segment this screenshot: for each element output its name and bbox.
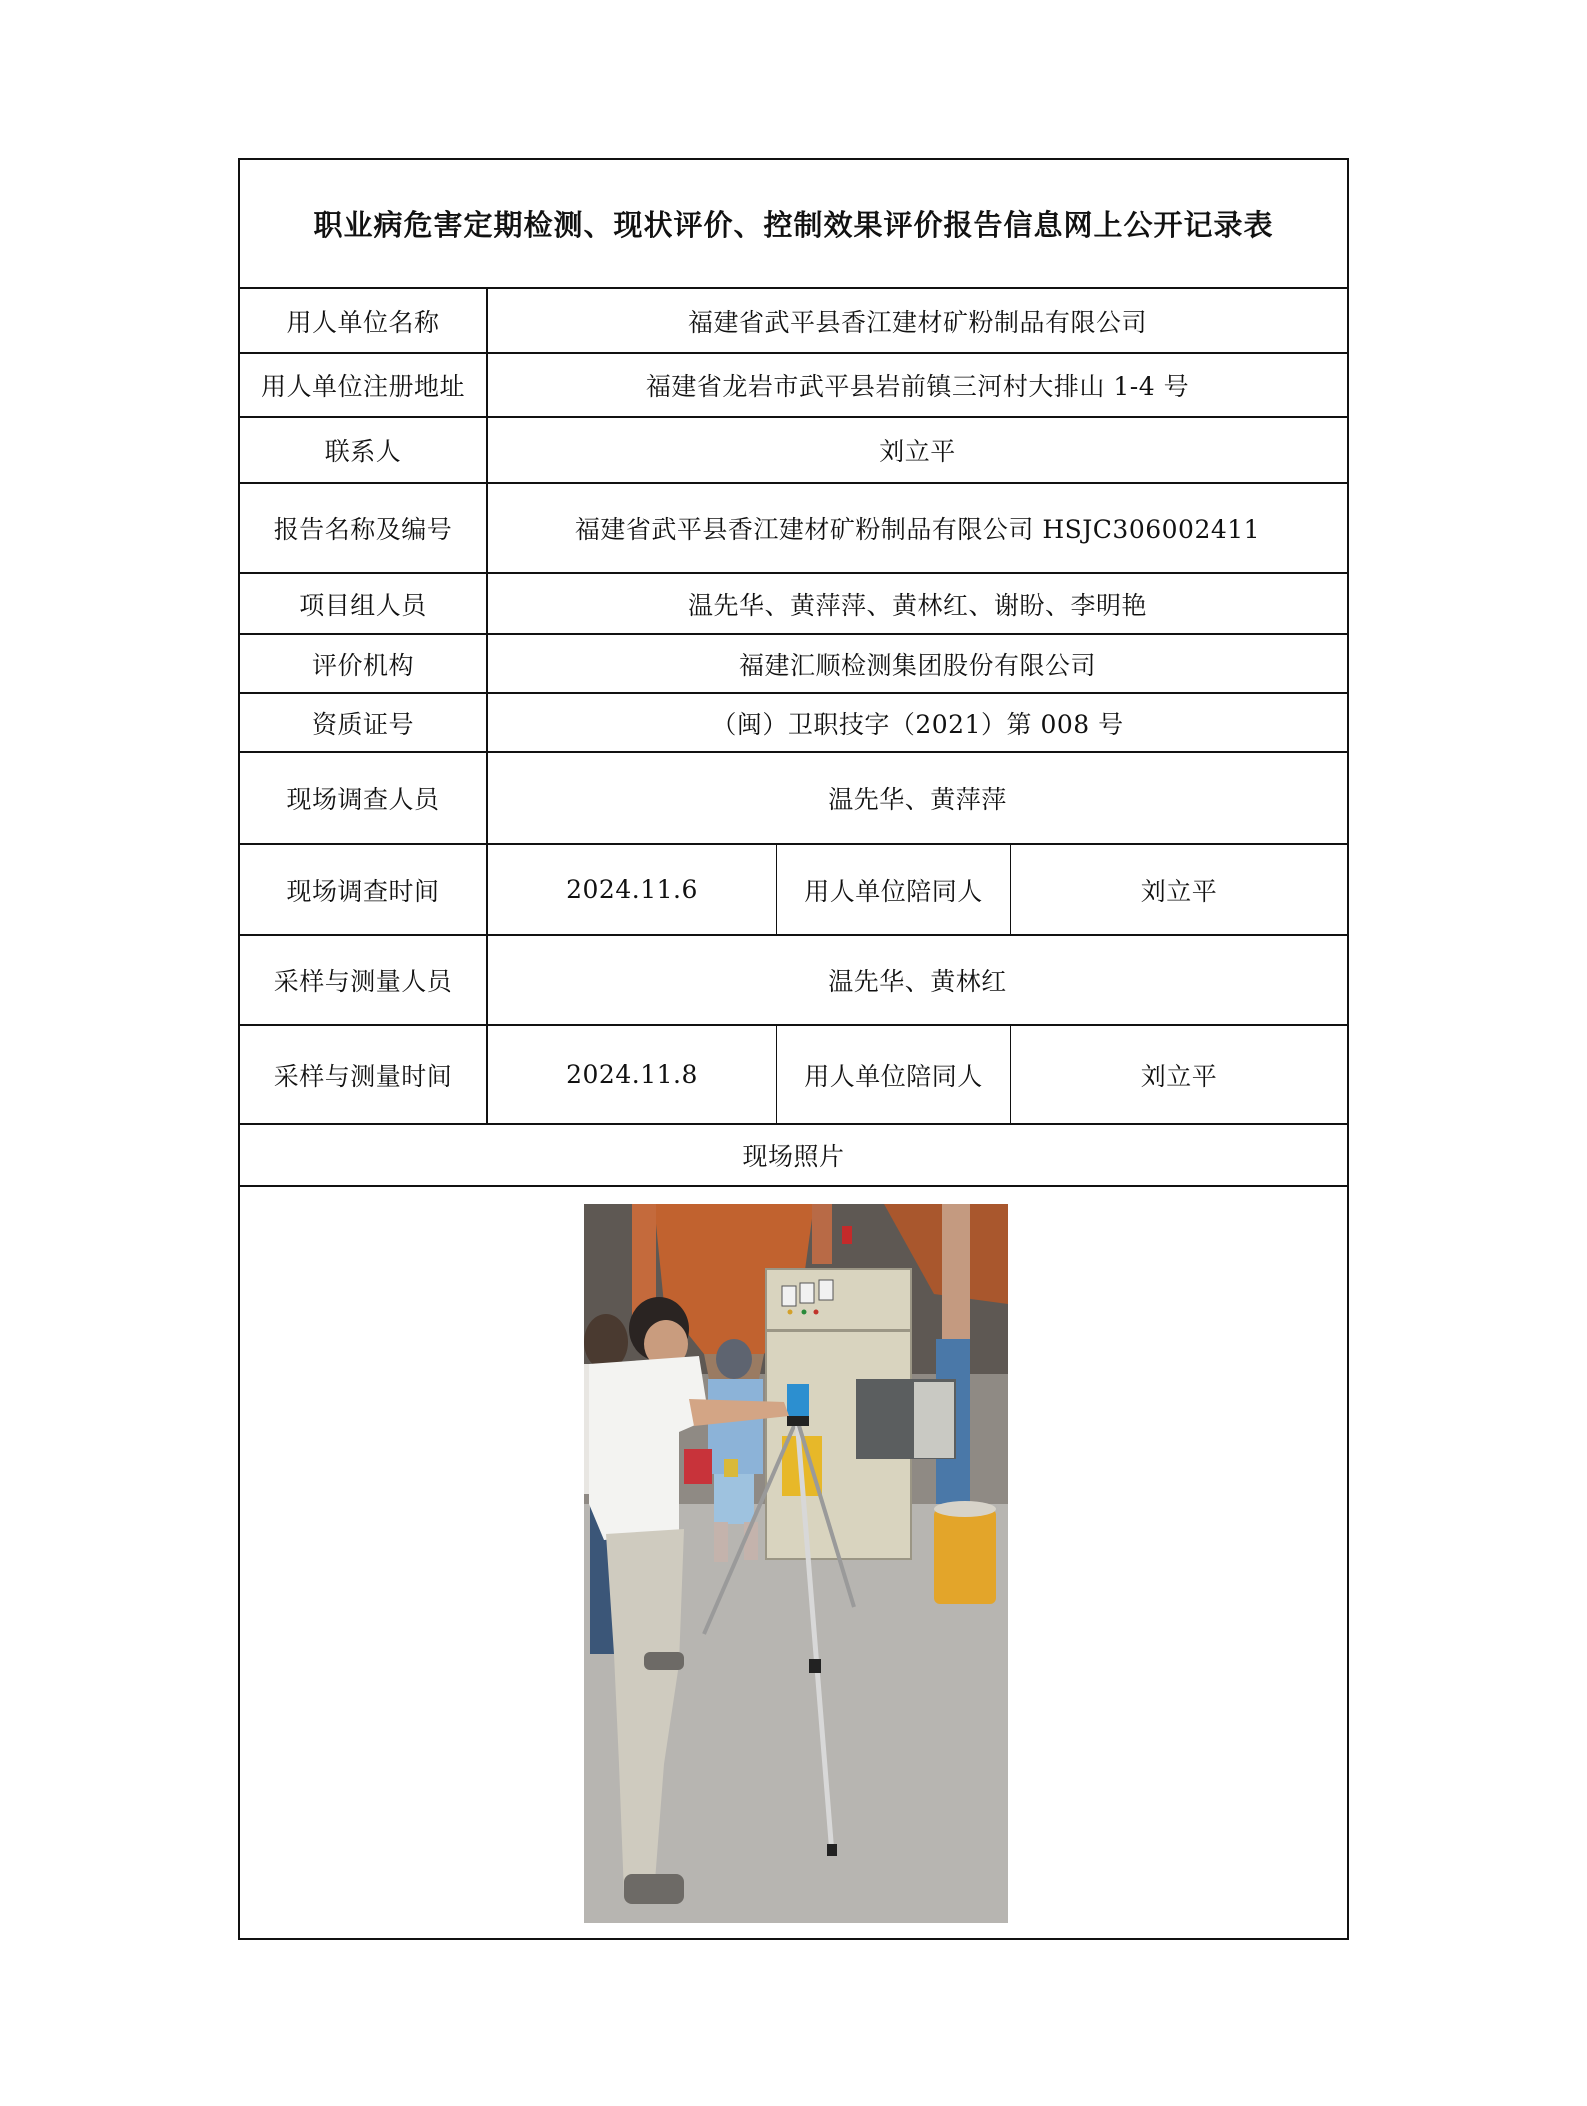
value-sampling-time: 2024.11.8 bbox=[566, 1060, 698, 1089]
label-qualification-no: 资质证号 bbox=[311, 709, 414, 739]
label-report-name: 报告名称及编号 bbox=[273, 515, 453, 544]
label-survey-time: 现场调查时间 bbox=[286, 876, 440, 906]
page-title: 职业病危害定期检测、现状评价、控制效果评价报告信息网上公开记录表 bbox=[313, 208, 1274, 242]
record-table bbox=[238, 158, 1349, 1940]
value-evaluation-agency: 福建汇顺检测集团股份有限公司 bbox=[738, 650, 1096, 680]
value-survey-time: 2024.11.6 bbox=[566, 875, 698, 904]
value-contact: 刘立平 bbox=[879, 437, 956, 466]
label-survey-staff: 现场调查人员 bbox=[286, 785, 440, 814]
value-employer-name: 福建省武平县香江建材矿粉制品有限公司 bbox=[687, 307, 1147, 337]
label-registered-address: 用人单位注册地址 bbox=[260, 372, 465, 401]
label-survey-companion: 用人单位陪同人 bbox=[804, 876, 983, 906]
label-evaluation-agency: 评价机构 bbox=[311, 650, 414, 680]
site-photo bbox=[584, 1204, 1008, 1923]
label-sampling-time: 采样与测量时间 bbox=[273, 1061, 453, 1091]
label-sampling-staff: 采样与测量人员 bbox=[273, 967, 453, 996]
label-employer-name: 用人单位名称 bbox=[286, 307, 440, 337]
value-qualification-no: （闽）卫职技字（2021）第 008 号 bbox=[711, 709, 1124, 739]
label-contact: 联系人 bbox=[324, 437, 402, 466]
value-sampling-companion: 刘立平 bbox=[1140, 1061, 1218, 1091]
photo-section-label: 现场照片 bbox=[742, 1142, 845, 1171]
label-project-team: 项目组人员 bbox=[299, 590, 427, 620]
value-survey-companion: 刘立平 bbox=[1140, 876, 1218, 906]
value-registered-address: 福建省龙岩市武平县岩前镇三河村大排山 1-4 号 bbox=[645, 372, 1190, 401]
label-sampling-companion: 用人单位陪同人 bbox=[804, 1061, 983, 1091]
value-survey-staff: 温先华、黄萍萍 bbox=[828, 785, 1007, 814]
value-project-team: 温先华、黄萍萍、黄林红、谢盼、李明艳 bbox=[687, 590, 1147, 620]
value-report-name: 福建省武平县香江建材矿粉制品有限公司 HSJC306002411 bbox=[574, 515, 1261, 544]
value-sampling-staff: 温先华、黄林红 bbox=[828, 967, 1007, 996]
row-divider bbox=[240, 1185, 1347, 1187]
